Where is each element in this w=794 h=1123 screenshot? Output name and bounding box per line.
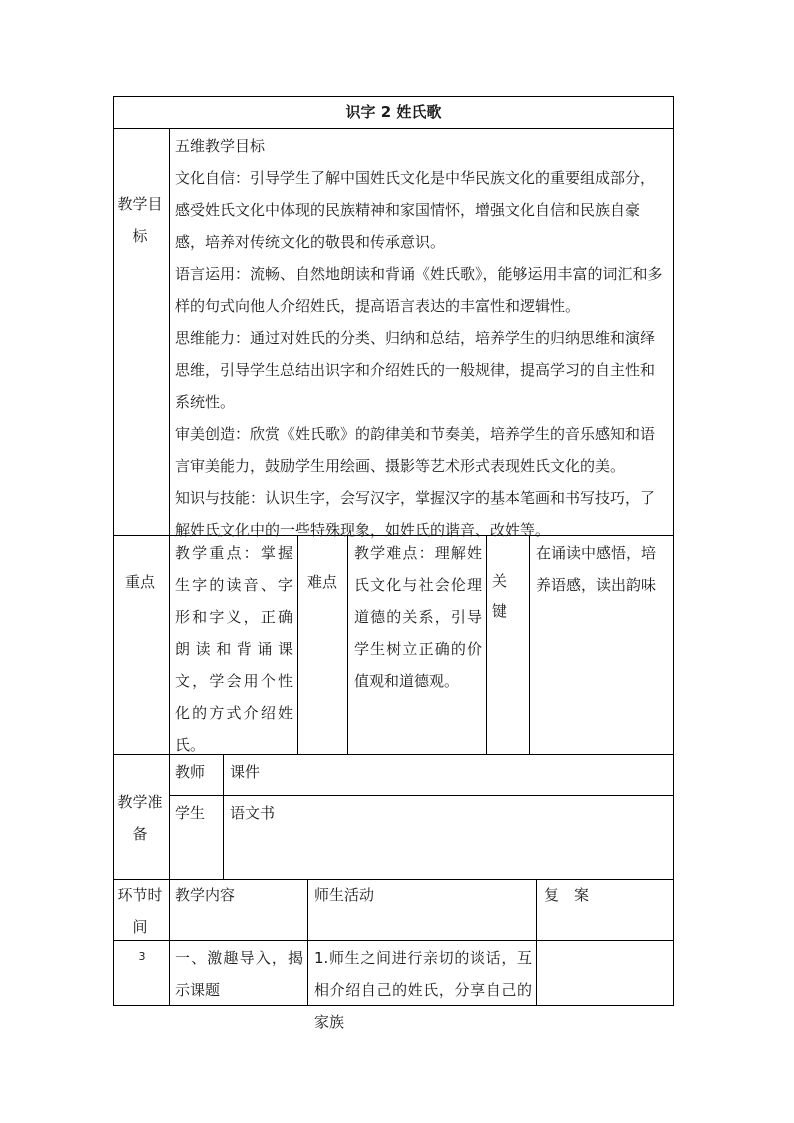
key-point-text: 教学重点：掌握生字的读音、字形和字义，正确朗读和背诵课文，学会用个性化的方式介绍姓氏。	[175, 544, 293, 754]
border	[297, 535, 298, 755]
objective-cultural-confidence: 文化自信：引导学生了解中国姓氏文化是中华民族文化的重要组成部分，感受姓氏文化中体现的民族精神和家国情怀，增强文化自信和民族自豪感，培养对传统文化的敬畏和传承意识。	[175, 169, 656, 251]
content-header: 教学内容	[175, 886, 236, 904]
focus-label: 重点	[124, 573, 155, 591]
review-header: 复 案	[544, 886, 590, 904]
border	[347, 535, 348, 755]
teacher-label: 教师	[175, 763, 206, 781]
border	[486, 535, 487, 755]
border	[113, 128, 674, 129]
student-label: 学生	[175, 804, 206, 822]
activity-header: 师生活动	[314, 886, 375, 904]
stage-time-header: 环节时间	[117, 886, 163, 936]
border	[307, 879, 308, 1006]
difficulty-label: 难点	[306, 573, 337, 591]
border	[673, 96, 674, 1006]
border	[169, 128, 170, 1006]
border	[113, 96, 114, 1006]
objective-aesthetic: 审美创造：欣赏《姓氏歌》的韵律美和节奏美，培养学生的音乐感知和语言审美能力，鼓励学生用绘画、摄影等艺术形式表现姓氏文化的美。	[175, 425, 656, 475]
key-label: 关键	[492, 572, 508, 620]
objective-knowledge-skills: 知识与技能：认识生字，会写汉字，掌握汉字的基本笔画和书写技巧，了解姓氏文化中的一些特殊现象，如姓氏的谐音、改姓等。	[175, 489, 656, 539]
border	[169, 795, 674, 796]
border	[113, 940, 674, 941]
objective-language-use: 语言运用：流畅、自然地朗读和背诵《姓氏歌》，能够运用丰富的词汇和多样的句式向他人介绍姓氏，提高语言表达的丰富性和逻辑性。	[175, 265, 663, 315]
key-text: 在诵读中感悟，培养语感，读出韵味	[536, 544, 657, 594]
teacher-resource: 课件	[230, 763, 261, 781]
border	[223, 754, 224, 880]
difficulty-text: 教学难点：理解姓氏文化与社会伦理道德的关系，引导学生树立正确的价值观和道德观。	[354, 544, 482, 690]
border	[536, 879, 537, 1006]
lesson-title: 识字 2 姓氏歌	[345, 103, 442, 121]
objective-thinking: 思维能力：通过对姓氏的分类、归纳和总结，培养学生的归纳思维和演绎思维，引导学生总结出识字和介绍姓氏的一般规律，提高学习的自主性和系统性。	[175, 329, 656, 411]
preparation-label: 教学准备	[117, 793, 163, 843]
student-resource: 语文书	[230, 804, 276, 822]
objectives-content	[175, 130, 669, 546]
stage-content: 一、激趣导入，揭示课题	[175, 949, 303, 999]
objectives-label: 教学目标	[117, 195, 163, 245]
objectives-heading: 五维教学目标	[175, 137, 266, 155]
border	[529, 535, 530, 755]
stage-time-value: 3	[138, 950, 146, 963]
stage-activity: 1.师生之间进行亲切的谈话，互相介绍自己的姓氏，分享自己的家族	[314, 949, 532, 1031]
